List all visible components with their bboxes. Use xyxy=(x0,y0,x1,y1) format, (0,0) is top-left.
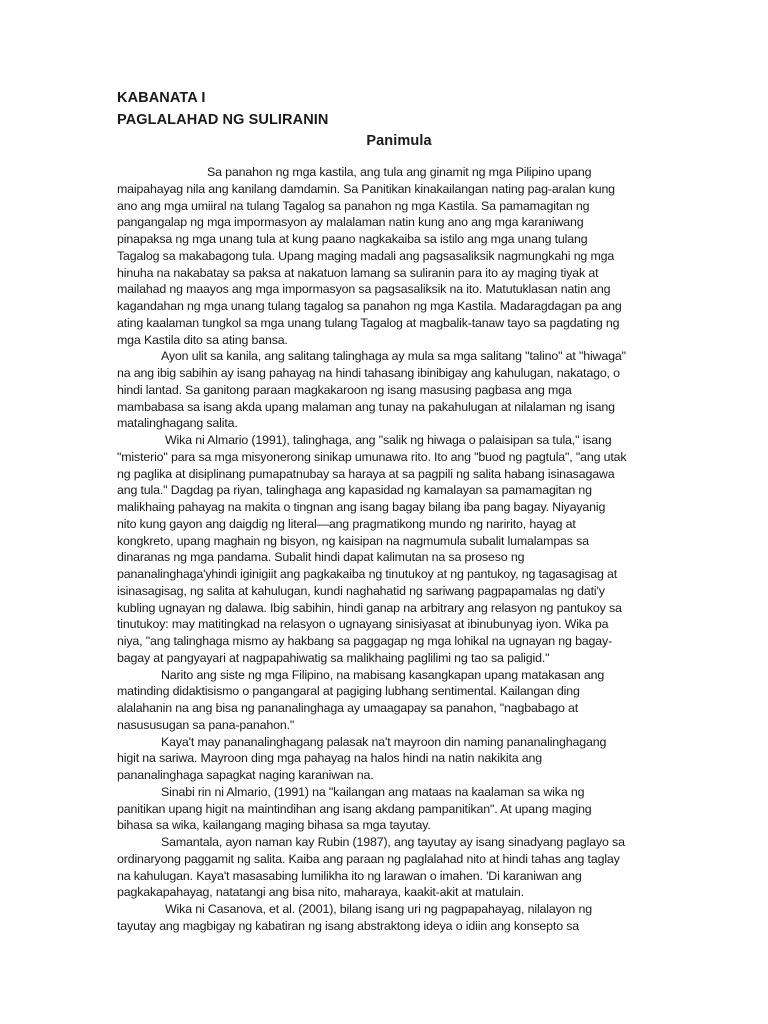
text-line: tayutay ang magbigay ng kabatiran ng isang abstraktong ideya o idiin ang konsepto sa xyxy=(117,918,580,933)
text-line: Ayon ulit sa kanila, ang salitang talinghaga ay mula sa mga salitang "talino" at "hiwaga" xyxy=(161,349,626,364)
text-line: Kaya't may pananalinghagang palasak na't mayroon din naming pananalinghagang xyxy=(161,734,607,749)
text-line: maipahayag nila ang kanilang damdamin. Sa Panitikan kinakailangan nating pag-aralan kung xyxy=(117,181,615,196)
text-line: ang tula." Dagdag pa riyan, talinghaga ang kapasidad ng kamalayan sa pamamagitan ng xyxy=(117,483,592,498)
text-line: Wika ni Almario (1991), talinghaga, ang "salik ng hiwaga o palaisipan sa tula," isang xyxy=(165,433,612,447)
text-line: ating kaalaman tungkol sa mga unang tulang Tagalog at magbalik-tanaw tayo sa pagdating ng xyxy=(117,315,620,330)
text-line: higit na sariwa. Mayroon ding mga pahayag na halos hindi na natin nakikita ang xyxy=(117,751,543,766)
text-line: Samantala, ayon naman kay Rubin (1987), ang tayutay ay isang sinadyang paglayo sa xyxy=(161,835,625,849)
text-line: pangangalap ng mga impormasyon ay malalaman natin kung ano ang mga karaniwang xyxy=(117,215,584,230)
text-line: dinaranas ng mga pandama. Subalit hindi dapat kalimutan na sa proseso ng xyxy=(117,550,525,565)
text-line: alalahanin na ang bisa ng pananalinghaga ay umaagapay sa panahon, "nagbabago at xyxy=(117,701,579,715)
text-line: Sinabi rin ni Almario, (1991) na "kailangan ang mataas na kaalaman sa wika ng xyxy=(161,784,585,799)
text-line: mailahad ng maayos ang mga impormasyon sa pagsasaliksik na ito. Matutuklasan natin ang xyxy=(117,282,611,297)
text-line: mambabasa sa isang akda upang malaman ang tunay na pakahulugan at nilalaman ng isang xyxy=(117,399,615,414)
text-line: kagandahan ng mga unang tulang tagalog sa panahon ng mga Kastila. Madaragdagan pa ang xyxy=(117,299,622,313)
text-line: panitikan upang higit na maintindihan ang isang akdang pampanitikan". At upang maging xyxy=(117,801,592,816)
text-line: kongkreto, upang maghain ng bisyon, ng kaisipan na nagmumula subalit lumalampas sa xyxy=(117,533,589,548)
text-line: pagkakapahayag, natatangi ang bisa nito, maharaya, kaakit-akit at matulain. xyxy=(117,885,524,900)
text-line: niya, "ang talinghaga mismo ay hakbang sa paggagap ng mga lohikal na ugnayan ng bagay- xyxy=(117,634,613,648)
text-line: nito kung gayon ang daigdig ng literal—ang pragmatikong mundo ng naririto, hayag at xyxy=(117,516,576,531)
text-line: Tagalog sa makabagong tula. Upang maging madali ang pagsasaliksik nagmungkahi ng mga xyxy=(117,248,615,263)
text-line: malikhaing pahayag na makita o tingnan ang isang bagay bilang iba pang bagay. Niyayanig xyxy=(117,500,606,514)
section-heading: Panimula xyxy=(366,133,432,149)
title-heading: PAGLALAHAD NG SULIRANIN xyxy=(117,112,329,128)
text-line: isinasagisag, ng salita at kahulugan, kundi naghahatid ng sariwang pagpapamalas ng dati'y xyxy=(117,583,605,598)
text-line: Sa panahon ng mga kastila, ang tula ang ginamit ng mga Pilipino upang xyxy=(207,165,592,179)
text-line: bagay at pangyayari at nagpapahiwatig sa malikhaing paglilimi ng tao sa paligid." xyxy=(117,650,550,665)
text-line: Narito ang siste ng mga Filipino, na mabisang kasangkapan upang matakasan ang xyxy=(161,667,605,682)
text-line: pinapaksa ng mga unang tula at kung paano nagkakaiba sa istilo ang mga unang tulang xyxy=(117,232,588,246)
text-line: nasususugan sa pana-panahon." xyxy=(117,717,295,732)
text-line: pananalinghaga sapagkat naging karaniwan na. xyxy=(117,768,374,782)
text-line: ano ang mga umiiral na tulang Tagalog sa panahon ng mga Kastila. Sa pamamagitan ng xyxy=(117,198,590,213)
text-line: matinding didaktisismo o pangangaral at pagiging lubhang sentimental. Kailangan ding xyxy=(117,684,580,699)
text-line: hindi lantad. Sa ganitong paraan magkakaroon ng isang masusing pagbasa ang mga xyxy=(117,382,572,397)
text-line: "misterio" para sa mga misyonerong sinikap umunawa rito. Ito ang "buod ng pagtula", "ang utak xyxy=(117,449,627,464)
text-line: Wika ni Casanova, et al. (2001), bilang isang uri ng pagpapahayag, nilalayon ng xyxy=(165,902,592,916)
text-line: na kahulugan. Kaya't masasabing lumilikha ito ng larawan o imahen. 'Di karaniwan ang xyxy=(117,868,582,883)
text-line: pananalinghaga'yhindi iginigiit ang pagkakaiba ng tinutukoy at ng pantukoy, ng tagasagisag at xyxy=(117,567,618,581)
text-line: kubling ugnayan ng dalawa. Ibig sabihin, hindi ganap na arbitrary ang relasyon ng pantukoy sa xyxy=(117,600,622,615)
text-line: tinutukoy: may matitingkad na relasyon o ugnayang sinisiyasat at ibinubunyag iyon. Wika pa xyxy=(117,617,609,632)
text-line: ordinaryong paggamit ng salita. Kaiba ang paraan ng paglalahad nito at hindi tahas ang taglay xyxy=(117,851,620,866)
text-line: mga Kastila dito sa ating bansa. xyxy=(117,332,288,347)
text-line: matalinghagang salita. xyxy=(117,416,238,431)
body-text xyxy=(117,164,657,935)
text-line: hinuha na nakabatay sa paksa at nakatuon lamang sa suliranin para ito ay maging tiyak at xyxy=(117,265,599,280)
text-line: na ang ibig sabihin ay isang pahayag na hindi tahasang ibinibigay ang kahulugan, nakatago, o xyxy=(117,366,620,380)
text-line: ng paglika at disiplinang pumapatnubay sa haraya at sa pagpili ng salita habang isinasagawa xyxy=(117,466,615,481)
text-line: bihasa sa wika, kailangang maging bihasa sa mga tayutay. xyxy=(117,818,431,833)
chapter-heading: KABANATA I xyxy=(117,90,206,106)
